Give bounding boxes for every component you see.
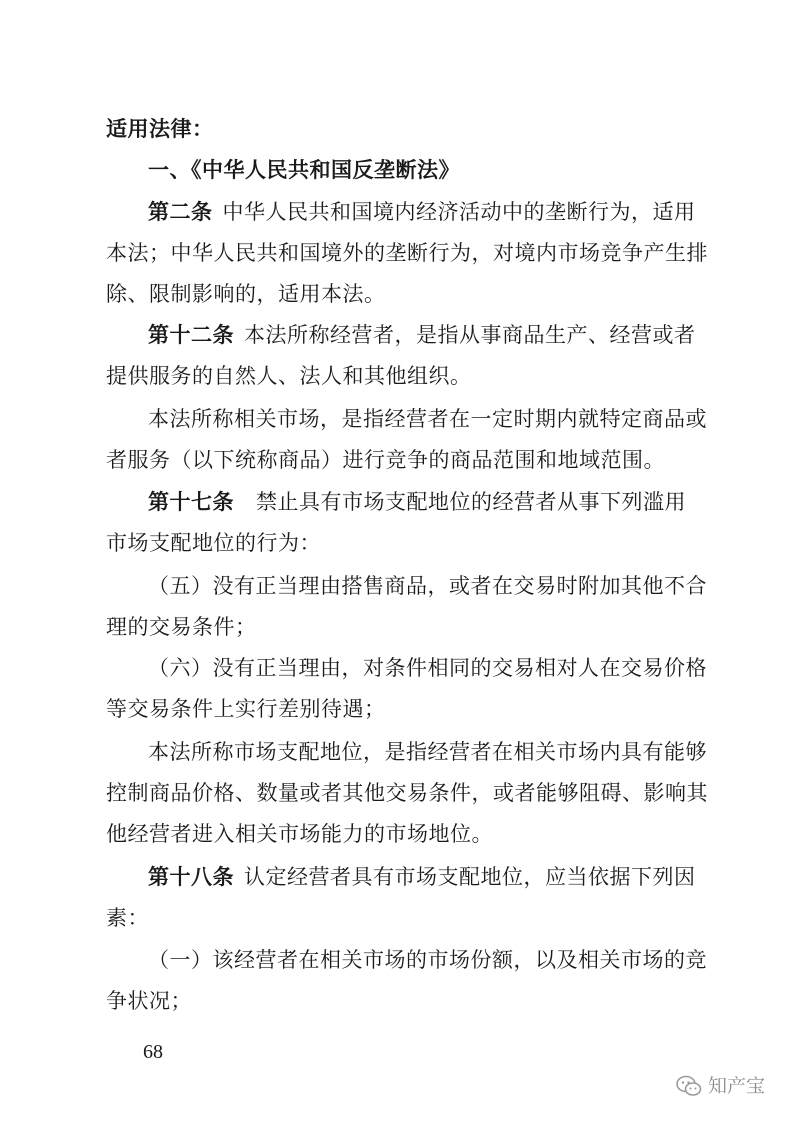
watermark-text: 知产宝 — [708, 1075, 766, 1097]
article-12-line-2: 提供服务的自然人、法人和其他组织。 — [106, 364, 472, 388]
article-12-label: 第十二条 — [148, 323, 234, 347]
article-2-line-1 — [148, 199, 696, 225]
article-2-text-1: 中华人民共和国境内经济活动中的垄断行为，适用 — [222, 200, 696, 224]
article-18-line-2: 素： — [106, 906, 149, 930]
article-17-line-1 — [148, 489, 686, 515]
page-number: 68 — [143, 1041, 163, 1063]
article-17-text-1: 禁止具有市场支配地位的经营者从事下列滥用 — [256, 490, 686, 514]
law-title: 一、《中华人民共和国反垄断法》 — [148, 158, 460, 182]
dominant-position-line-2: 控制商品价格、数量或者其他交易条件，或者能够阻碍、影响其 — [106, 781, 708, 805]
article-2-label: 第二条 — [148, 200, 213, 224]
relevant-market-line-1: 本法所称相关市场，是指经营者在一定时期内就特定商品或 — [148, 407, 707, 431]
item-6-line-1: （六）没有正当理由，对条件相同的交易相对人在交易价格 — [148, 656, 707, 680]
article-2-line-3: 除、限制影响的，适用本法。 — [106, 282, 386, 306]
item-1-line-2: 争状况； — [106, 989, 192, 1013]
item-5-line-1: （五）没有正当理由搭售商品，或者在交易时附加其他不合 — [148, 574, 707, 598]
article-2-line-2: 本法；中华人民共和国境外的垄断行为，对境内市场竞争产生排 — [106, 241, 708, 265]
relevant-market-line-2: 者服务（以下统称商品）进行竞争的商品范围和地域范围。 — [106, 448, 665, 472]
item-6-line-2: 等交易条件上实行差别待遇； — [106, 697, 386, 721]
article-17-line-2: 市场支配地位的行为： — [106, 531, 321, 555]
article-18-line-1 — [148, 864, 696, 890]
wechat-icon — [676, 1075, 702, 1097]
item-5-line-2: 理的交易条件； — [106, 615, 257, 639]
watermark — [676, 1074, 765, 1098]
article-12-text-1: 本法所称经营者，是指从事商品生产、经营或者 — [244, 323, 696, 347]
item-1-line-1: （一）该经营者在相关市场的市场份额，以及相关市场的竞 — [148, 948, 707, 972]
article-18-text-1: 认定经营者具有市场支配地位，应当依据下列因 — [244, 865, 696, 889]
dominant-position-line-3: 他经营者进入相关市场能力的市场地位。 — [106, 822, 493, 846]
section-heading-applicable-law: 适用法律： — [106, 117, 214, 141]
article-17-label: 第十七条 — [148, 490, 234, 514]
article-12-line-1 — [148, 322, 696, 348]
dominant-position-line-1: 本法所称市场支配地位，是指经营者在相关市场内具有能够 — [148, 740, 707, 764]
article-18-label: 第十八条 — [148, 865, 234, 889]
